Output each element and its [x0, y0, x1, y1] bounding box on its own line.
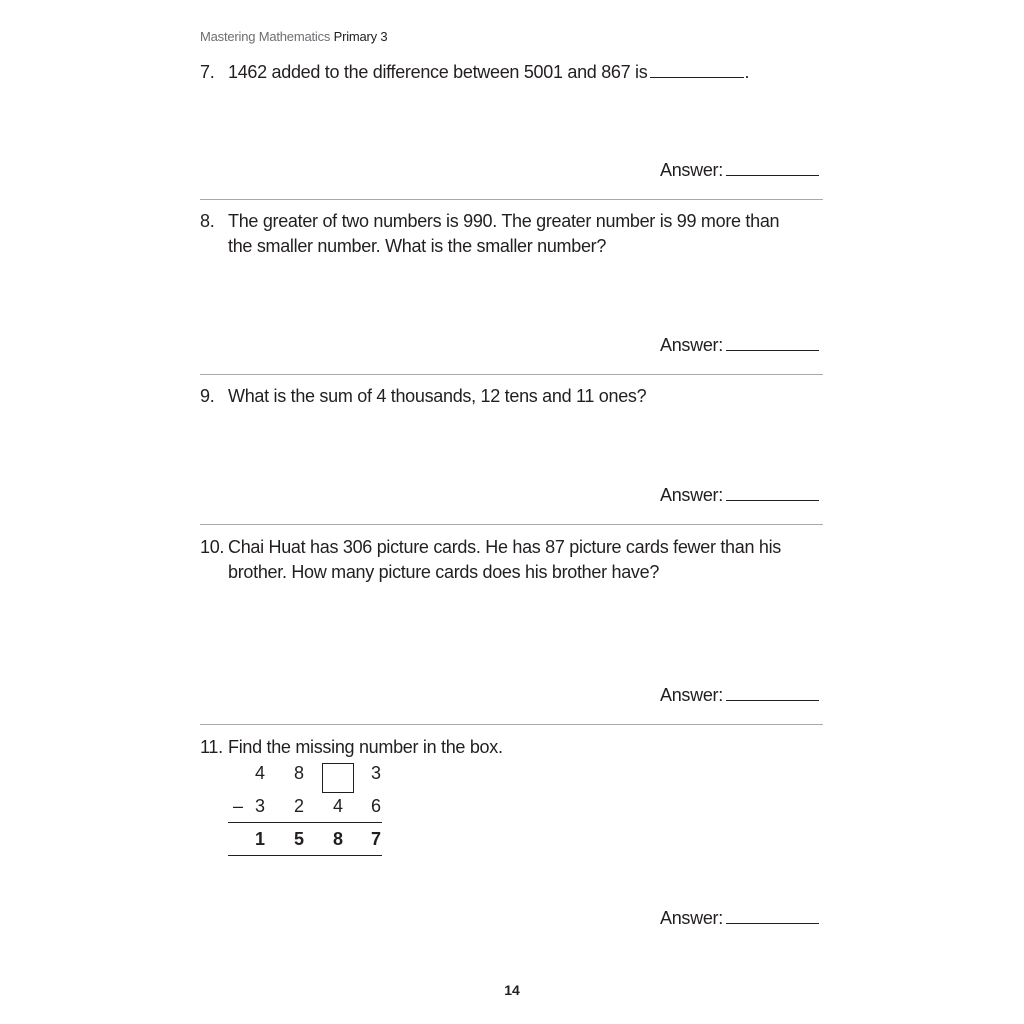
answer-line[interactable] [726, 486, 819, 501]
question-text-line2: the smaller number. What is the smaller number? [228, 236, 607, 256]
minuend-row [228, 763, 388, 796]
question-text: The greater of two numbers is 990. The greater number is 99 more than [228, 211, 780, 231]
digit: 5 [293, 829, 304, 849]
difference-row [228, 829, 388, 862]
question-number: 8. [200, 211, 215, 231]
answer-label: Answer: [660, 160, 723, 180]
question-text: Chai Huat has 306 picture cards. He has 87 picture cards fewer than his [228, 537, 782, 557]
answer-label: Answer: [660, 485, 723, 505]
page-number: 14 [504, 982, 520, 998]
fill-in-blank[interactable] [650, 63, 744, 78]
question-number: 7. [200, 62, 215, 82]
answer-line[interactable] [726, 336, 819, 351]
question-11 [200, 735, 503, 760]
divider [200, 199, 823, 200]
missing-number-box[interactable] [322, 763, 354, 793]
digit: 8 [293, 763, 304, 783]
answer-10 [660, 685, 819, 706]
answer-label: Answer: [660, 908, 723, 928]
answer-label: Answer: [660, 335, 723, 355]
divider [200, 724, 823, 725]
question-8 [200, 209, 779, 259]
divider [200, 374, 823, 375]
digit: 3 [254, 796, 265, 816]
digit: 7 [370, 829, 381, 849]
digit: 2 [293, 796, 304, 816]
answer-7 [660, 160, 819, 181]
answer-label: Answer: [660, 685, 723, 705]
digit: 3 [370, 763, 381, 783]
subtraction-problem [228, 763, 388, 862]
answer-11 [660, 908, 819, 929]
running-header [200, 29, 387, 44]
question-text: Find the missing number in the box. [228, 737, 503, 757]
subtraction-rule [228, 822, 382, 823]
question-text-line2: brother. How many picture cards does his brother have? [228, 562, 660, 582]
question-9 [200, 384, 646, 409]
question-10 [200, 535, 781, 585]
question-end-punct: . [744, 62, 750, 82]
minus-sign: – [232, 796, 243, 816]
subtrahend-row [228, 796, 388, 829]
book-level: Primary 3 [333, 29, 388, 44]
digit: 4 [332, 796, 343, 816]
result-rule [228, 855, 382, 856]
question-text: 1462 added to the difference between 5001 and 867 is [228, 62, 648, 82]
question-number: 11. [200, 737, 223, 757]
divider [200, 524, 823, 525]
answer-line[interactable] [726, 686, 819, 701]
answer-8 [660, 335, 819, 356]
digit: 4 [254, 763, 265, 783]
digit: 6 [370, 796, 381, 816]
answer-9 [660, 485, 819, 506]
answer-line[interactable] [726, 909, 819, 924]
book-series-title: Mastering Mathematics [200, 29, 331, 44]
question-text: What is the sum of 4 thousands, 12 tens and 11 ones? [228, 386, 647, 406]
digit: 8 [332, 829, 343, 849]
question-number: 10. [200, 537, 225, 557]
digit: 1 [254, 829, 265, 849]
question-number: 9. [200, 386, 215, 406]
answer-line[interactable] [726, 161, 819, 176]
question-7 [200, 60, 749, 85]
